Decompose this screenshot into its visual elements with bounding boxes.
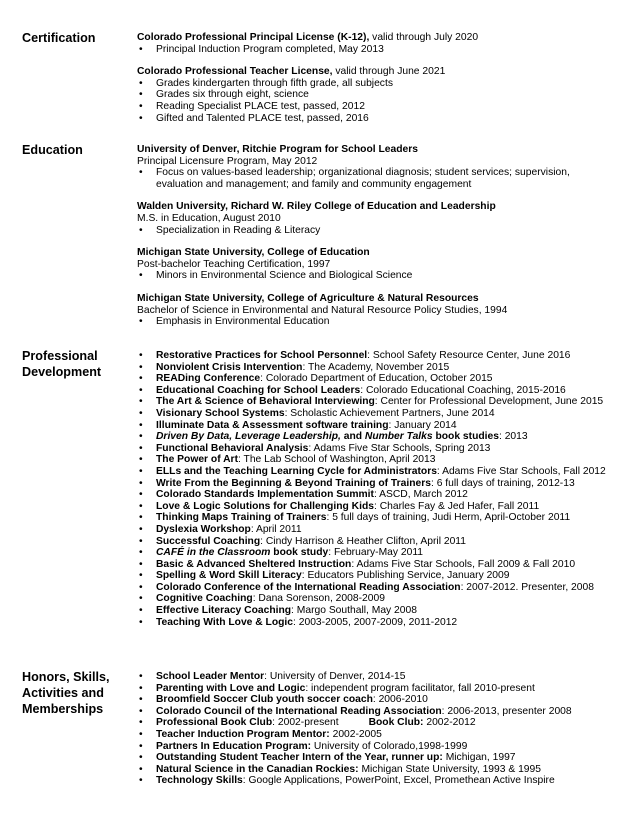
list-item: • Thinking Maps Training of Trainers: 5 full days of training, Judi Herm, April-October 2011 <box>137 512 625 524</box>
school-name: Michigan State University, College of Education <box>137 247 370 259</box>
professional-development-label <box>22 348 101 380</box>
list-item: • Principal Induction Program completed, May 2013 <box>137 44 625 56</box>
school-name: University of Denver, Ritchie Program for School Leaders <box>137 144 418 155</box>
list-item: • Visionary School Systems: Scholastic Achievement Partners, June 2014 <box>137 408 625 420</box>
label-line: Honors, Skills, <box>22 670 110 684</box>
list-item: • Cognitive Coaching: Dana Sorenson, 2008-2009 <box>137 593 625 605</box>
teacher-license-title: Colorado Professional Teacher License, <box>137 66 333 78</box>
certification-section <box>137 32 625 124</box>
degree: M.S. in Education, August 2010 <box>137 212 281 224</box>
list-item: • Spelling & Word Skill Literacy: Educators Publishing Service, January 2009 <box>137 570 625 582</box>
principal-license-title: Colorado Professional Principal License (K-12), <box>137 32 370 43</box>
list-item: • Parenting with Love and Logic: independent program facilitator, fall 2010-present <box>137 683 625 695</box>
list-item: • Write From the Beginning & Beyond Training of Trainers: 6 full days of training, 2012-13 <box>137 478 625 490</box>
education-entry <box>137 201 625 236</box>
list-item: • READing Conference: Colorado Department of Education, October 2015 <box>137 373 625 385</box>
list-item: • Reading Specialist PLACE test, passed, 2012 <box>137 101 625 113</box>
principal-license <box>137 32 625 55</box>
label-line: Professional <box>22 349 98 363</box>
list-item: • School Leader Mentor: University of Denver, 2014-15 <box>137 671 625 683</box>
list-item: • Driven By Data, Leverage Leadership, and Number Talks book studies: 2013 <box>137 431 625 443</box>
certification-label: Certification <box>22 31 96 45</box>
list-item: • Minors in Environmental Science and Biological Science <box>137 270 625 282</box>
honors-section <box>137 671 625 787</box>
education-entry <box>137 293 625 328</box>
list-item: • Love & Logic Solutions for Challenging Kids: Charles Fay & Jed Hafer, Fall 2011 <box>137 501 625 513</box>
degree: Principal Licensure Program, May 2012 <box>137 155 318 167</box>
list-item: • Emphasis in Environmental Education <box>137 316 625 328</box>
list-item: • Partners In Education Program: University of Colorado,1998-1999 <box>137 741 625 753</box>
list-item: • Gifted and Talented PLACE test, passed, 2016 <box>137 113 625 125</box>
teacher-license-validity: valid through June 2021 <box>332 66 446 78</box>
degree: Bachelor of Science in Environmental and Natural Resource Policy Studies, 1994 <box>137 304 508 316</box>
principal-license-validity: valid through July 2020 <box>369 32 479 43</box>
list-item: • The Art & Science of Behavioral Interviewing: Center for Professional Development, June 2015 <box>137 396 625 408</box>
school-name: Michigan State University, College of Agriculture & Natural Resources <box>137 292 479 304</box>
education-label: Education <box>22 143 83 157</box>
list-item: • Nonviolent Crisis Intervention: The Academy, November 2015 <box>137 362 625 374</box>
degree: Post-bachelor Teaching Certification, 1997 <box>137 258 331 270</box>
list-item: • Grades kindergarten through fifth grade, all subjects <box>137 78 625 90</box>
list-item: • Natural Science in the Canadian Rockies: Michigan State University, 1993 & 1995 <box>137 764 625 776</box>
list-item: • Focus on values-based leadership; organizational diagnosis; student services; supervision, evaluation and management; and family and community engagement <box>137 167 625 190</box>
list-item: • Effective Literacy Coaching: Margo Southall, May 2008 <box>137 605 625 617</box>
professional-development-section <box>137 350 625 628</box>
list-item: • ELLs and the Teaching Learning Cycle for Administrators: Adams Five Star Schools, Fall 2012 <box>137 466 625 478</box>
education-section <box>137 144 625 328</box>
school-name: Walden University, Richard W. Riley College of Education and Leadership <box>137 201 496 213</box>
list-item: • Colorado Standards Implementation Summit: ASCD, March 2012 <box>137 489 625 501</box>
list-item: • The Power of Art: The Lab School of Washington, April 2013 <box>137 454 625 466</box>
list-item: • Specialization in Reading & Literacy <box>137 225 625 237</box>
teacher-license <box>137 66 625 124</box>
list-item: • Restorative Practices for School Personnel: School Safety Resource Center, June 2016 <box>137 350 625 362</box>
list-item: • Teaching With Love & Logic: 2003-2005, 2007-2009, 2011-2012 <box>137 617 625 629</box>
education-entry <box>137 144 625 190</box>
list-item: • Broomfield Soccer Club youth soccer coach: 2006-2010 <box>137 694 625 706</box>
label-line: Development <box>22 365 102 379</box>
list-item: • Basic & Advanced Sheltered Instruction: Adams Five Star Schools, Fall 2009 & Fall 2010 <box>137 559 625 571</box>
list-item: • Professional Book Club: 2002-present Book Club: 2002-2012 <box>137 717 625 729</box>
list-item: • Colorado Conference of the International Reading Association: 2007-2012. Presenter, 2008 <box>137 582 625 594</box>
list-item: • Grades six through eight, science <box>137 89 625 101</box>
list-item: • CAFÉ in the Classroom book study: February-May 2011 <box>137 547 625 559</box>
label-line: Memberships <box>22 702 104 716</box>
education-entry <box>137 247 625 282</box>
list-item: • Functional Behavioral Analysis: Adams Five Star Schools, Spring 2013 <box>137 443 625 455</box>
label-line: Activities and <box>22 686 104 700</box>
list-item: • Outstanding Student Teacher Intern of the Year, runner up: Michigan, 1997 <box>137 752 625 764</box>
list-item: • Colorado Council of the International Reading Association: 2006-2013, presenter 2008 <box>137 706 625 718</box>
list-item: • Illuminate Data & Assessment software training: January 2014 <box>137 420 625 432</box>
list-item: • Teacher Induction Program Mentor: 2002-2005 <box>137 729 625 741</box>
list-item: • Dyslexia Workshop: April 2011 <box>137 524 625 536</box>
honors-label <box>22 669 109 717</box>
list-item: • Technology Skills: Google Applications, PowerPoint, Excel, Promethean Active Inspire <box>137 775 625 787</box>
list-item: • Educational Coaching for School Leaders: Colorado Educational Coaching, 2015-2016 <box>137 385 625 397</box>
list-item: • Successful Coaching: Cindy Harrison & Heather Clifton, April 2011 <box>137 536 625 548</box>
